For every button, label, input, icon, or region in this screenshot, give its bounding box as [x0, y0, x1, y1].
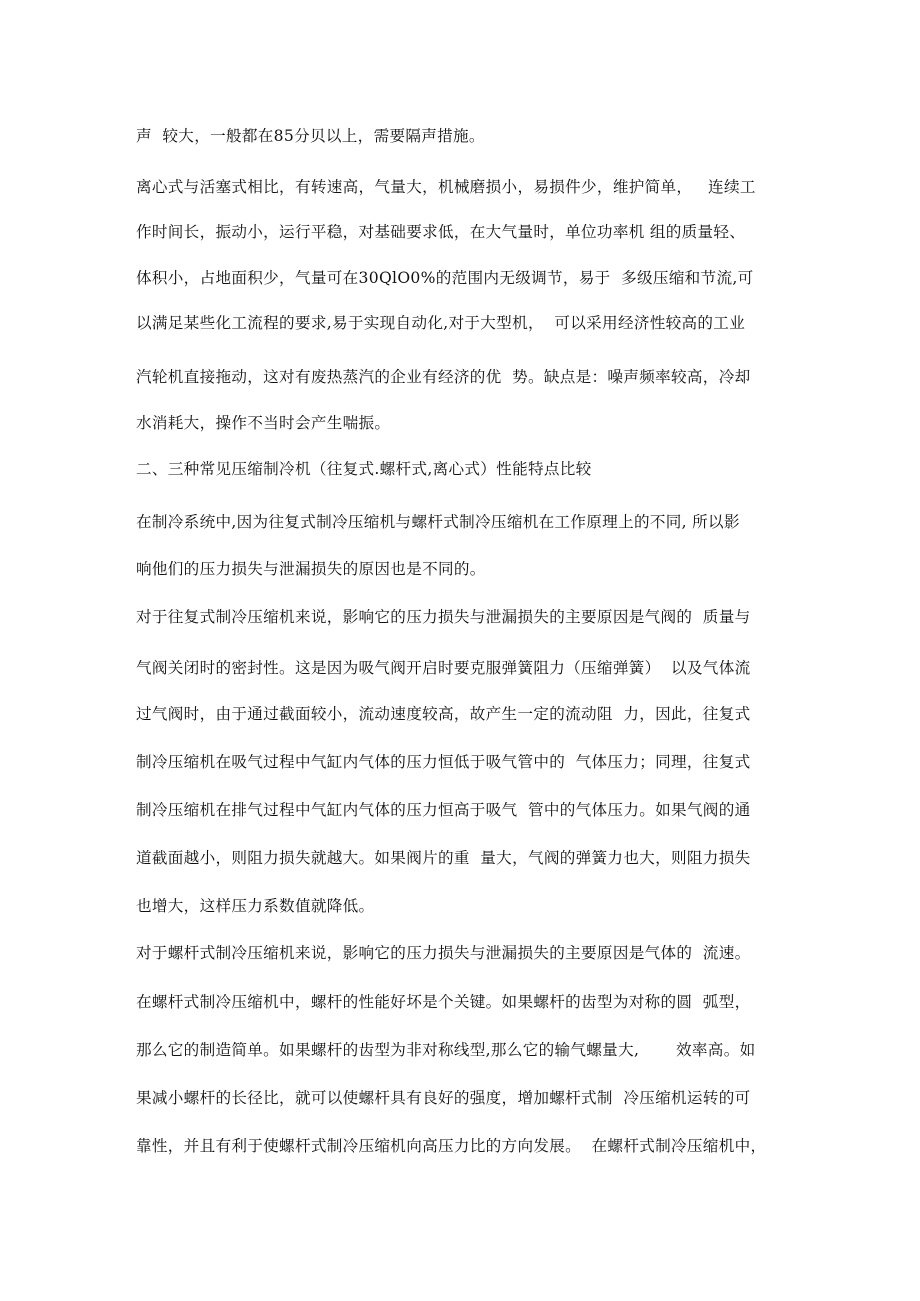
text-line: 响他们的压力损失与泄漏损失的原因也是不同的。 [136, 560, 486, 578]
section-heading: 二、三种常见压缩制冷机（往复式.螺杆式,离心式）性能特点比较 [136, 460, 592, 478]
text-line: 作时间长，振动小，运行平稳，对基础要求低，在大气量时，单位功率机 组的质量轻、 [136, 223, 746, 241]
text-line: 制冷压缩机在排气过程中气缸内气体的压力恒高于吸气 管中的气体压力。如果气阀的通 [136, 801, 751, 819]
text-line: 在制冷系统中,因为往复式制冷压缩机与螺杆式制冷压缩机在工作原理上的不同, 所以影 [136, 513, 740, 531]
text-line: 对于螺杆式制冷压缩机来说，影响它的压力损失与泄漏损失的主要原因是气体的 流速。 [136, 944, 751, 962]
text-line: 过气阀时，由于通过截面较小，流动速度较高，故产生一定的流动阻 力，因此，往复式 [136, 705, 751, 723]
text-line: 靠性，并且有利于使螺杆式制冷压缩机向高压力比的方向发展。 在螺杆式制冷压缩机中， [136, 1137, 767, 1155]
text-line: 果减小螺杆的长径比，就可以使螺杆具有良好的强度，增加螺杆式制 冷压缩机运转的可 [136, 1089, 751, 1107]
text-line: 在螺杆式制冷压缩机中，螺杆的性能好坏是个关键。如果螺杆的齿型为对称的圆 弧型， [136, 993, 751, 1011]
text-line: 那么它的制造简单。如果螺杆的齿型为非对称线型,那么它的输气螺量大, 效率高。如 [136, 1041, 756, 1059]
text-line: 以满足某些化工流程的要求,易于实现自动化,对于大型机， 可以采用经济性较高的工业 [136, 314, 746, 332]
text-line: 对于往复式制冷压缩机来说，影响它的压力损失与泄漏损失的主要原因是气阀的 质量与 [136, 608, 751, 626]
text-line: 汽轮机直接拖动，这对有废热蒸汽的企业有经济的优 势。缺点是：噪声频率较高，冷却 [136, 368, 751, 386]
text-line: 制冷压缩机在吸气过程中气缸内气体的压力恒低于吸气管中的 气体压力；同理，往复式 [136, 753, 751, 771]
text-line: 水消耗大，操作不当时会产生喘振。 [136, 414, 391, 432]
text-line: 离心式与活塞式相比，有转速高，气量大，机械磨损小，易损件少，维护简单， 连续工 [136, 178, 756, 196]
text-line: 气阀关闭时的密封性。这是因为吸气阀开启时要克服弹簧阻力（压缩弹簧） 以及气体流 [136, 659, 751, 677]
text-line: 声 较大，一般都在85分贝以上，需要隔声措施。 [136, 127, 485, 145]
text-line: 也增大，这样压力系数值就降低。 [136, 897, 375, 915]
text-line: 道截面越小，则阻力损失就越大。如果阀片的重 量大，气阀的弹簧力也大，则阻力损失 [136, 849, 751, 867]
text-line: 体积小，占地面积少，气量可在30QlO0%的范围内无级调节，易于 多级压缩和节流,可 [136, 269, 754, 287]
